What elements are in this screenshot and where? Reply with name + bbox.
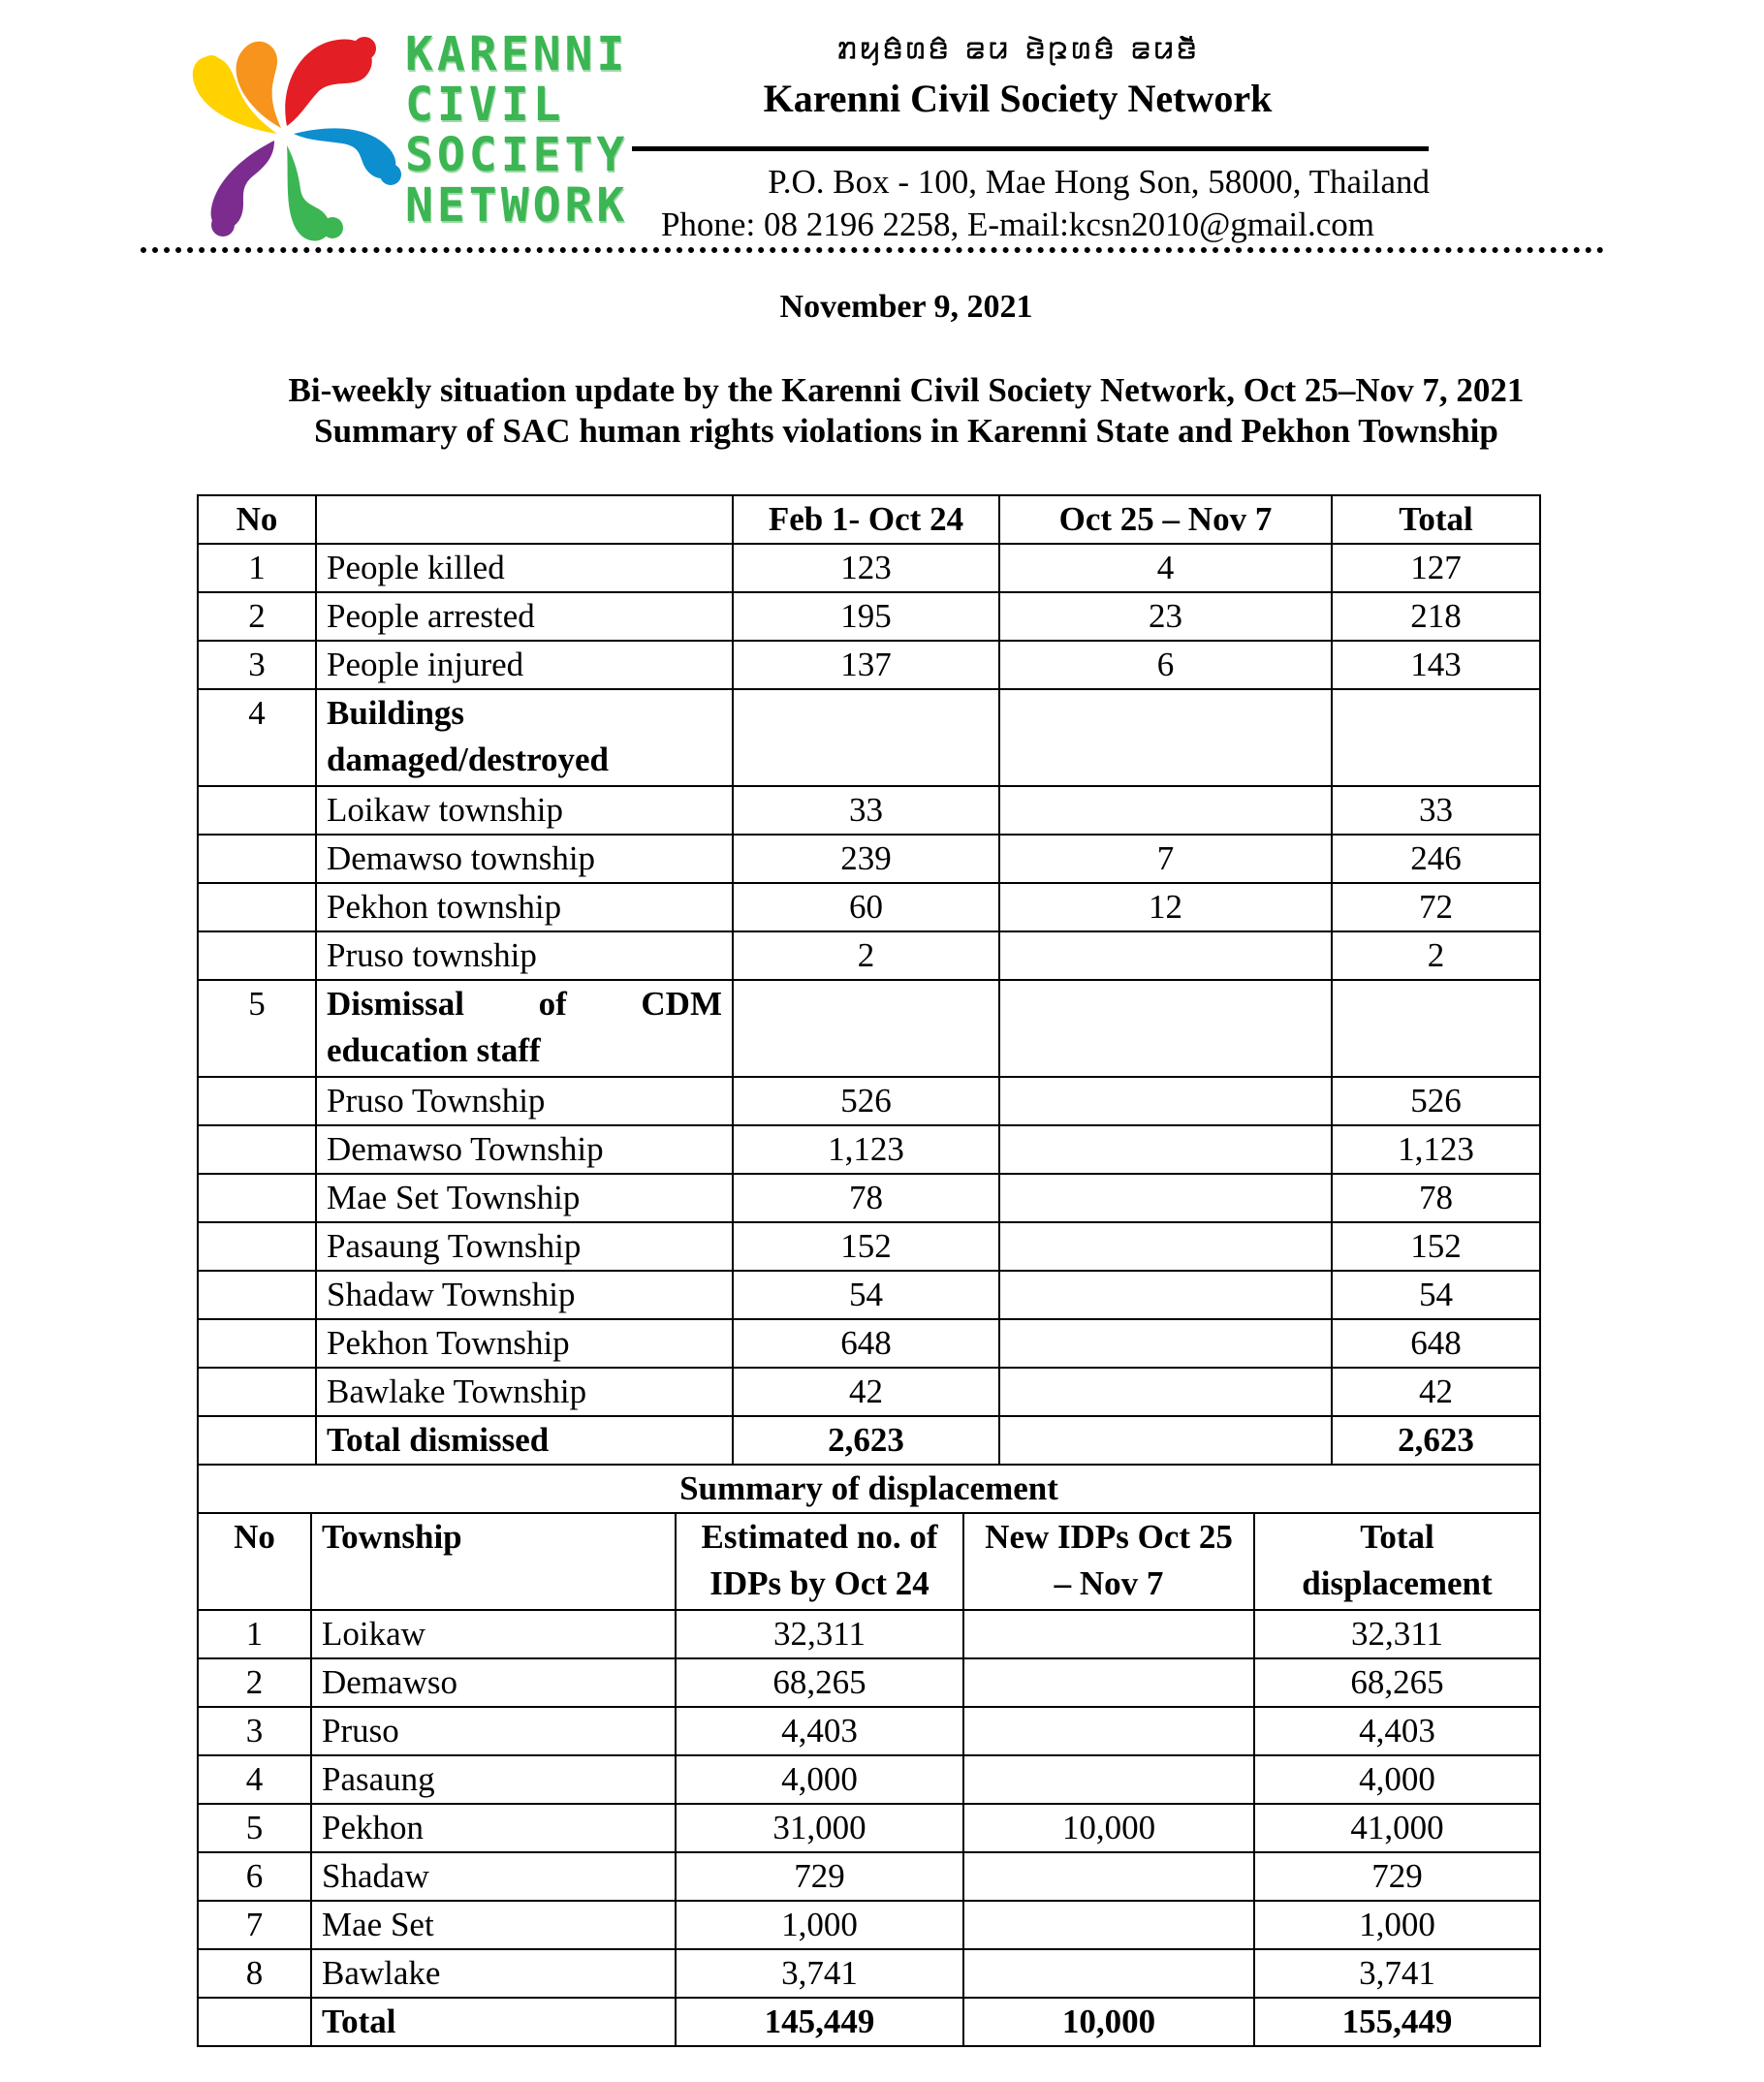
table-row (198, 1707, 1540, 1755)
empty-cell (198, 931, 316, 980)
cell-value (963, 1949, 1254, 1998)
cell-total: 526 (1332, 1077, 1540, 1125)
cell-value (999, 1271, 1332, 1319)
row-label: People injured (316, 641, 733, 689)
org-name-native: ꤊꤟꤢꤨꤛꤢꤨ ꤘꤣ ꤢꤧꤐꤛꤢꤨ ꤘꤣꤢꤩꤧ (836, 27, 1199, 67)
cell-value: 1,000 (676, 1901, 963, 1949)
row-number: 1 (198, 1610, 311, 1658)
cell-value: 2 (733, 931, 999, 980)
empty-cell (198, 786, 316, 835)
empty-cell (198, 1368, 316, 1416)
table-row (198, 1610, 1540, 1658)
row-label: Pekhon township (316, 883, 733, 931)
cell-total: 4,000 (1254, 1755, 1540, 1804)
document-title: Bi-weekly situation update by the Karenni Civil Society Network, Oct 25–Nov 7, 2021 (288, 371, 1525, 409)
cell-value: 6 (999, 641, 1332, 689)
cell-total: 246 (1332, 835, 1540, 883)
total-value (999, 1416, 1332, 1465)
cell-value: 1,123 (733, 1125, 999, 1174)
row-label: Shadaw Township (316, 1271, 733, 1319)
table-row (198, 1319, 1540, 1368)
cell-value: 60 (733, 883, 999, 931)
document-subtitle: Summary of SAC human rights violations in Karenni State and Pekhon Township (314, 412, 1498, 450)
violations-table (197, 494, 1541, 1466)
empty-cell (733, 980, 999, 1077)
row-number: 5 (198, 980, 316, 1077)
township-name: Shadaw (311, 1852, 676, 1901)
cell-total: 152 (1332, 1222, 1540, 1271)
table-row (198, 883, 1540, 931)
document-date: November 9, 2021 (779, 289, 1033, 325)
cell-value: 54 (733, 1271, 999, 1319)
row-label: People arrested (316, 592, 733, 641)
row-label: People killed (316, 544, 733, 592)
cell-total: 648 (1332, 1319, 1540, 1368)
cell-value (999, 1077, 1332, 1125)
section-label-dismissal (316, 980, 733, 1077)
cell-value: 123 (733, 544, 999, 592)
section-header-row (198, 980, 1540, 1077)
table-row (198, 1901, 1540, 1949)
cell-value (963, 1852, 1254, 1901)
cell-value (999, 1368, 1332, 1416)
cell-value: 33 (733, 786, 999, 835)
contact-line: Phone: 08 2196 2258, E-mail:kcsn2010@gmail.com (660, 205, 1375, 243)
total-value: 10,000 (963, 1998, 1254, 2046)
cell-value: 239 (733, 835, 999, 883)
empty-cell (198, 1125, 316, 1174)
total-row (198, 1998, 1540, 2046)
cell-value (999, 931, 1332, 980)
table-row (198, 1949, 1540, 1998)
org-name: Karenni Civil Society Network (763, 77, 1273, 120)
cell-total: 32,311 (1254, 1610, 1540, 1658)
cell-total: 54 (1332, 1271, 1540, 1319)
cell-value: 12 (999, 883, 1332, 931)
cell-total: 41,000 (1254, 1804, 1540, 1852)
township-name: Mae Set (311, 1901, 676, 1949)
empty-cell (198, 1998, 311, 2046)
column-header: Total (1332, 495, 1540, 544)
table-row (198, 1077, 1540, 1125)
logo-word-3: SOCIETY (405, 128, 629, 182)
cell-value: 32,311 (676, 1610, 963, 1658)
displacement-caption: Summary of displacement (198, 1465, 1540, 1513)
cell-value: 729 (676, 1852, 963, 1901)
cell-total: 3,741 (1254, 1949, 1540, 1998)
cell-total: 127 (1332, 544, 1540, 592)
empty-cell (999, 689, 1332, 786)
empty-cell (198, 1319, 316, 1368)
row-number: 7 (198, 1901, 311, 1949)
flower-logo-icon (173, 19, 405, 247)
cell-total: 1,123 (1332, 1125, 1540, 1174)
township-name: Loikaw (311, 1610, 676, 1658)
row-label: Demawso Township (316, 1125, 733, 1174)
empty-cell (999, 980, 1332, 1077)
postal-address: P.O. Box - 100, Mae Hong Son, 58000, Thailand (768, 163, 1430, 201)
cell-value: 31,000 (676, 1804, 963, 1852)
table-row (198, 1125, 1540, 1174)
table-row (198, 592, 1540, 641)
total-value: 145,449 (676, 1998, 963, 2046)
row-number: 8 (198, 1949, 311, 1998)
cell-total: 1,000 (1254, 1901, 1540, 1949)
township-name: Pasaung (311, 1755, 676, 1804)
logo-word-4: NETWORK (405, 178, 629, 233)
row-label: Mae Set Township (316, 1174, 733, 1222)
column-header: No (198, 1513, 311, 1610)
row-number: 5 (198, 1804, 311, 1852)
table-row (198, 1174, 1540, 1222)
cell-value: 4,403 (676, 1707, 963, 1755)
table-row (198, 786, 1540, 835)
cell-value: 526 (733, 1077, 999, 1125)
table-row (198, 1852, 1540, 1901)
row-label: Demawso township (316, 835, 733, 883)
total-row (198, 1416, 1540, 1465)
cell-value (963, 1658, 1254, 1707)
cell-value (999, 1319, 1332, 1368)
section-header-row (198, 689, 1540, 786)
cell-value (963, 1610, 1254, 1658)
township-name: Demawso (311, 1658, 676, 1707)
empty-cell (198, 835, 316, 883)
cell-total: 68,265 (1254, 1658, 1540, 1707)
empty-cell (1332, 689, 1540, 786)
cell-value (999, 1174, 1332, 1222)
empty-cell (198, 1174, 316, 1222)
township-name: Pekhon (311, 1804, 676, 1852)
row-label: Pruso township (316, 931, 733, 980)
cell-value: 68,265 (676, 1658, 963, 1707)
cell-value: 152 (733, 1222, 999, 1271)
cell-value: 78 (733, 1174, 999, 1222)
table-row (198, 1658, 1540, 1707)
cell-total: 33 (1332, 786, 1540, 835)
table-row (198, 1804, 1540, 1852)
cell-value: 23 (999, 592, 1332, 641)
dotted-divider (141, 247, 1604, 253)
table-caption-row (198, 1465, 1540, 1513)
cell-total: 2 (1332, 931, 1540, 980)
column-header: Oct 25 – Nov 7 (999, 495, 1332, 544)
empty-cell (198, 1222, 316, 1271)
row-label: Bawlake Township (316, 1368, 733, 1416)
cell-value: 4,000 (676, 1755, 963, 1804)
table-row (198, 1368, 1540, 1416)
dismissal-label-line2: education staff (327, 1031, 541, 1069)
grand-total: 155,449 (1254, 1998, 1540, 2046)
total-label: Total dismissed (316, 1416, 733, 1465)
column-header: New IDPs Oct 25 – Nov 7 (963, 1513, 1254, 1610)
table-row (198, 641, 1540, 689)
empty-cell (198, 883, 316, 931)
cell-value (999, 786, 1332, 835)
empty-cell (733, 689, 999, 786)
total-label: Total (311, 1998, 676, 2046)
table-row (198, 835, 1540, 883)
column-header: Total displacement (1254, 1513, 1540, 1610)
row-label: Pruso Township (316, 1077, 733, 1125)
total-value: 2,623 (733, 1416, 999, 1465)
column-header: Feb 1- Oct 24 (733, 495, 999, 544)
row-label: Loikaw township (316, 786, 733, 835)
row-number: 4 (198, 689, 316, 786)
row-number: 2 (198, 592, 316, 641)
column-header (316, 495, 733, 544)
cell-value: 195 (733, 592, 999, 641)
column-header: No (198, 495, 316, 544)
label-word: CDM (641, 985, 722, 1023)
table-row (198, 1271, 1540, 1319)
cell-total: 78 (1332, 1174, 1540, 1222)
empty-cell (1332, 980, 1540, 1077)
cell-value: 4 (999, 544, 1332, 592)
cell-value: 3,741 (676, 1949, 963, 1998)
row-number: 6 (198, 1852, 311, 1901)
cell-total: 218 (1332, 592, 1540, 641)
empty-cell (198, 1271, 316, 1319)
table-row (198, 1755, 1540, 1804)
table-row (198, 931, 1540, 980)
row-number: 4 (198, 1755, 311, 1804)
cell-total: 4,403 (1254, 1707, 1540, 1755)
township-name: Pruso (311, 1707, 676, 1755)
kcsn-logo (173, 19, 629, 247)
cell-value: 648 (733, 1319, 999, 1368)
column-header: Township (311, 1513, 676, 1610)
grand-total: 2,623 (1332, 1416, 1540, 1465)
logo-word-2: CIVIL (405, 78, 565, 132)
cell-value (963, 1901, 1254, 1949)
dismissal-label-line1 (327, 981, 722, 1027)
township-name: Bawlake (311, 1949, 676, 1998)
cell-total: 72 (1332, 883, 1540, 931)
cell-value (999, 1125, 1332, 1174)
cell-total: 729 (1254, 1852, 1540, 1901)
table-row (198, 544, 1540, 592)
section-label-buildings: Buildings damaged/destroyed (316, 689, 733, 786)
empty-cell (198, 1416, 316, 1465)
label-word: of (538, 985, 567, 1023)
label-word: Dismissal (327, 985, 464, 1023)
displacement-table (197, 1464, 1541, 2047)
cell-value (963, 1755, 1254, 1804)
cell-total: 42 (1332, 1368, 1540, 1416)
cell-value: 137 (733, 641, 999, 689)
table-row (198, 1222, 1540, 1271)
table-header-row (198, 1513, 1540, 1610)
cell-value (999, 1222, 1332, 1271)
empty-cell (198, 1077, 316, 1125)
cell-value: 7 (999, 835, 1332, 883)
header-rule (632, 146, 1429, 151)
row-label: Pekhon Township (316, 1319, 733, 1368)
row-number: 3 (198, 1707, 311, 1755)
cell-value: 10,000 (963, 1804, 1254, 1852)
row-label: Pasaung Township (316, 1222, 733, 1271)
row-number: 1 (198, 544, 316, 592)
cell-value: 42 (733, 1368, 999, 1416)
table-header-row (198, 495, 1540, 544)
row-number: 3 (198, 641, 316, 689)
logo-word-1: KARENNI (405, 27, 629, 81)
column-header: Estimated no. of IDPs by Oct 24 (676, 1513, 963, 1610)
cell-total: 143 (1332, 641, 1540, 689)
cell-value (963, 1707, 1254, 1755)
row-number: 2 (198, 1658, 311, 1707)
